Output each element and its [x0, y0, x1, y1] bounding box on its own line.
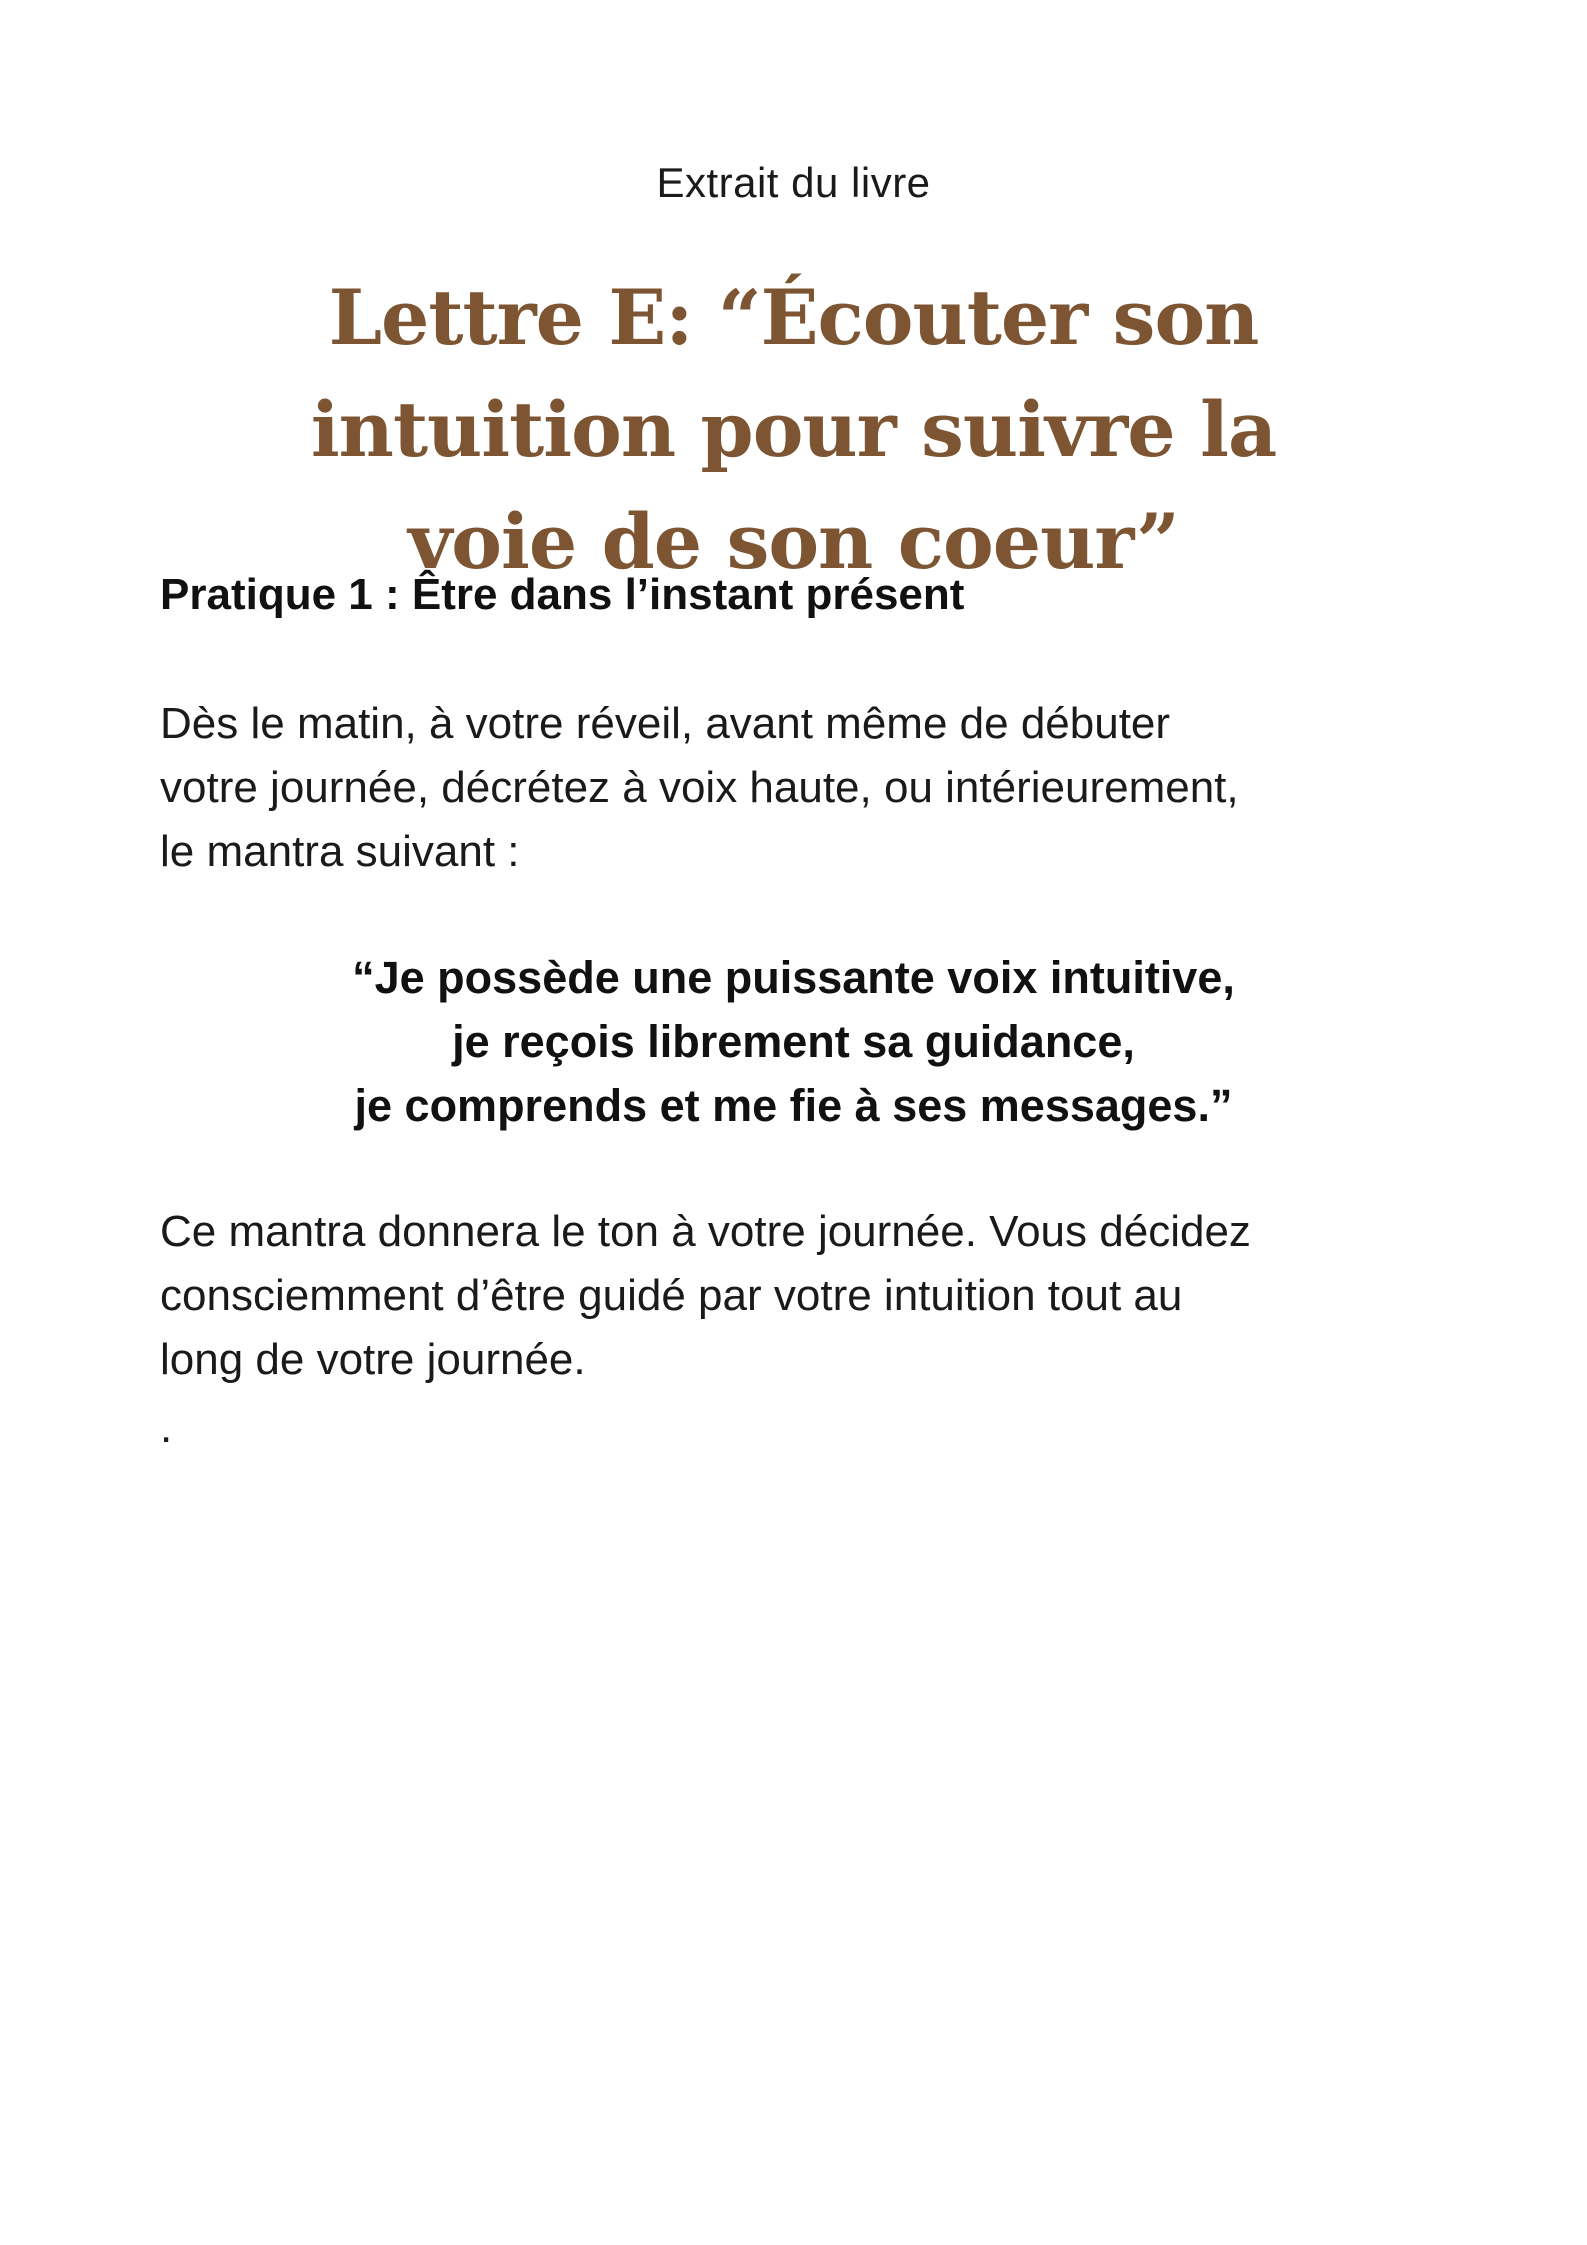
- intro-paragraph: [160, 692, 1450, 884]
- practice-heading: Pratique 1 : Être dans l’instant présent: [160, 570, 965, 619]
- conclusion-paragraph: [160, 1200, 1450, 1392]
- mantra-line-1: “Je possède une puissante voix intuitive,: [352, 952, 1235, 1003]
- conclusion-line-1: Ce mantra donnera le ton à votre journée. Vous décidez: [160, 1207, 1251, 1256]
- letter-title-line-1: Lettre E: “Écouter son intuition pour suivre la: [310, 273, 1277, 474]
- mantra-quote: [160, 946, 1427, 1138]
- letter-title: [140, 262, 1447, 598]
- conclusion-line-3: long de votre journée.: [160, 1335, 586, 1384]
- intro-line-3: le mantra suivant :: [160, 827, 520, 876]
- intro-line-2: votre journée, décrétez à voix haute, ou intérieurement,: [160, 763, 1239, 812]
- letter-title-line-2: voie de son coeur”: [408, 497, 1179, 586]
- mantra-line-2: je reçois librement sa guidance,: [452, 1016, 1135, 1067]
- conclusion-line-2: consciemment d’être guidé par votre intuition tout au: [160, 1271, 1183, 1320]
- book-excerpt-label: Extrait du livre: [656, 159, 931, 206]
- mantra-line-3: je comprends et me fie à ses messages.”: [354, 1080, 1233, 1131]
- intro-line-1: Dès le matin, à votre réveil, avant même de débuter: [160, 699, 1171, 748]
- trailing-dot: .: [160, 1403, 173, 1452]
